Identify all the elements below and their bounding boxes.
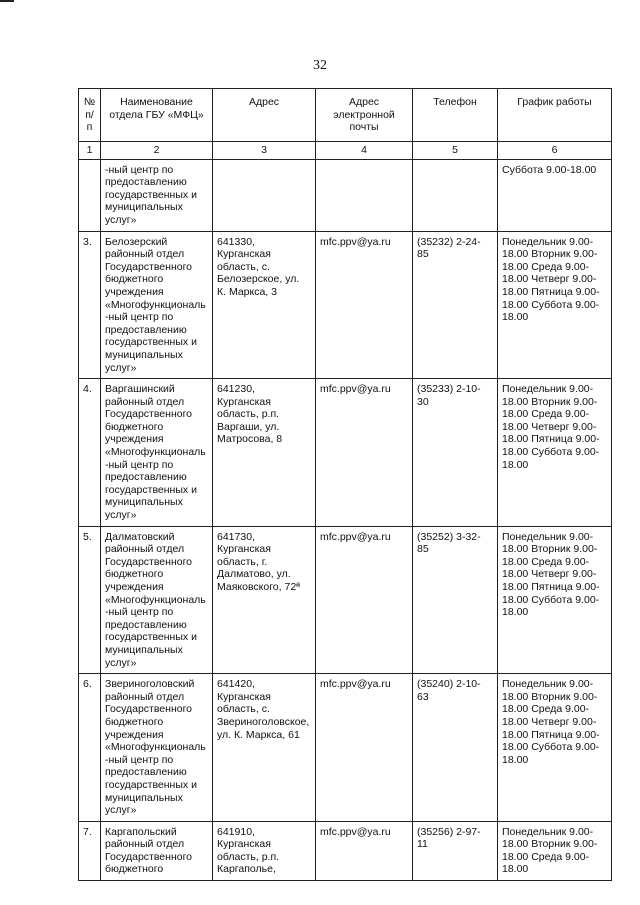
department-phone: (35233) 2-10- 30 [413, 379, 498, 527]
page-number: 32 [313, 58, 327, 73]
department-schedule: Понедельник 9.00- 18.00 Вторник 9.00-18.00 Среда 9.00-18.00 Четверг 9.00-18.00 Пятница 9.00-18.00 Суббота 9.00-18.00 [498, 526, 612, 674]
mfc-departments-table [78, 88, 612, 881]
department-email: mfc.ppv@ya.ru [316, 526, 413, 674]
table-row [79, 526, 612, 674]
department-name: Варгашинский районный отдел Государственного бюджетного учреждения «Многофункциональ -ный центр по предоставлению государственных и муниципальных услуг» [101, 379, 213, 527]
table-row [79, 674, 612, 822]
row-number [79, 159, 101, 231]
department-schedule: Понедельник 9.00- 18.00 Вторник 9.00-18.00 Среда 9.00-18.00 Четверг 9.00-18.00 Пятница 9.00-18.00 Суббота 9.00-18.00 [498, 379, 612, 527]
header-phone: Телефон [413, 89, 498, 142]
row-number: 3. [79, 231, 101, 379]
row-number: 7. [79, 821, 101, 880]
header-address: Адрес [213, 89, 316, 142]
department-address: 641230, Курганская область, р.п. Варгаши, ул. Матросова, 8 [213, 379, 316, 527]
department-email: mfc.ppv@ya.ru [316, 674, 413, 822]
department-phone: (35240) 2-10- 63 [413, 674, 498, 822]
department-address: 641730, Курганская область, г. Далматово, ул. Маяковского, 72ª [213, 526, 316, 674]
department-email: mfc.ppv@ya.ru [316, 821, 413, 880]
department-name: -ный центр по предоставлению государственных и муниципальных услуг» [101, 159, 213, 231]
scan-corner-mark [0, 0, 14, 2]
header-schedule: График работы [498, 89, 612, 142]
column-number: 2 [101, 142, 213, 160]
department-phone: (35252) 3-32- 85 [413, 526, 498, 674]
column-number: 6 [498, 142, 612, 160]
column-number: 1 [79, 142, 101, 160]
department-email [316, 159, 413, 231]
column-number-row [79, 142, 612, 160]
department-address: 641910, Курганская область, р.п. Каргаполье, [213, 821, 316, 880]
department-name: Белозерский районный отдел Государственного бюджетного учреждения «Многофункциональ -ный центр по предоставлению государственных и муниципальных услуг» [101, 231, 213, 379]
department-name: Каргапольский районный отдел Государственного бюджетного [101, 821, 213, 880]
department-schedule: Понедельник 9.00- 18.00 Вторник 9.00-18.00 Среда 9.00-18.00 [498, 821, 612, 880]
department-schedule: Понедельник 9.00- 18.00 Вторник 9.00-18.00 Среда 9.00-18.00 Четверг 9.00-18.00 Пятница 9.00-18.00 Суббота 9.00-18.00 [498, 231, 612, 379]
table-row [79, 821, 612, 880]
department-email: mfc.ppv@ya.ru [316, 231, 413, 379]
header-row [79, 89, 612, 142]
department-address: 641420, Курганская область, с. Звериноголовское, ул. К. Маркса, 61 [213, 674, 316, 822]
department-email: mfc.ppv@ya.ru [316, 379, 413, 527]
department-phone: (35232) 2-24- 85 [413, 231, 498, 379]
department-phone: (35256) 2-97- 11 [413, 821, 498, 880]
department-address: 641330, Курганская область, с. Белозерское, ул. К. Маркса, 3 [213, 231, 316, 379]
department-address [213, 159, 316, 231]
department-name: Звериноголовский районный отдел Государственного бюджетного учреждения «Многофункциональ -ный центр по предоставлению государственных и муниципальных услуг» [101, 674, 213, 822]
table-row [79, 159, 612, 231]
department-schedule: Понедельник 9.00- 18.00 Вторник 9.00-18.00 Среда 9.00-18.00 Четверг 9.00-18.00 Пятница 9.00-18.00 Суббота 9.00-18.00 [498, 674, 612, 822]
row-number: 6. [79, 674, 101, 822]
department-phone [413, 159, 498, 231]
department-name: Далматовский районный отдел Государственного бюджетного учреждения «Многофункциональ -ный центр по предоставлению государственных и муниципальных услуг» [101, 526, 213, 674]
header-department-name: Наименование отдела ГБУ «МФЦ» [101, 89, 213, 142]
row-number: 4. [79, 379, 101, 527]
column-number: 3 [213, 142, 316, 160]
table-row [79, 231, 612, 379]
header-number: № п/п [79, 89, 101, 142]
department-schedule: Суббота 9.00-18.00 [498, 159, 612, 231]
column-number: 5 [413, 142, 498, 160]
column-number: 4 [316, 142, 413, 160]
header-email: Адрес электронной почты [316, 89, 413, 142]
table-row [79, 379, 612, 527]
row-number: 5. [79, 526, 101, 674]
